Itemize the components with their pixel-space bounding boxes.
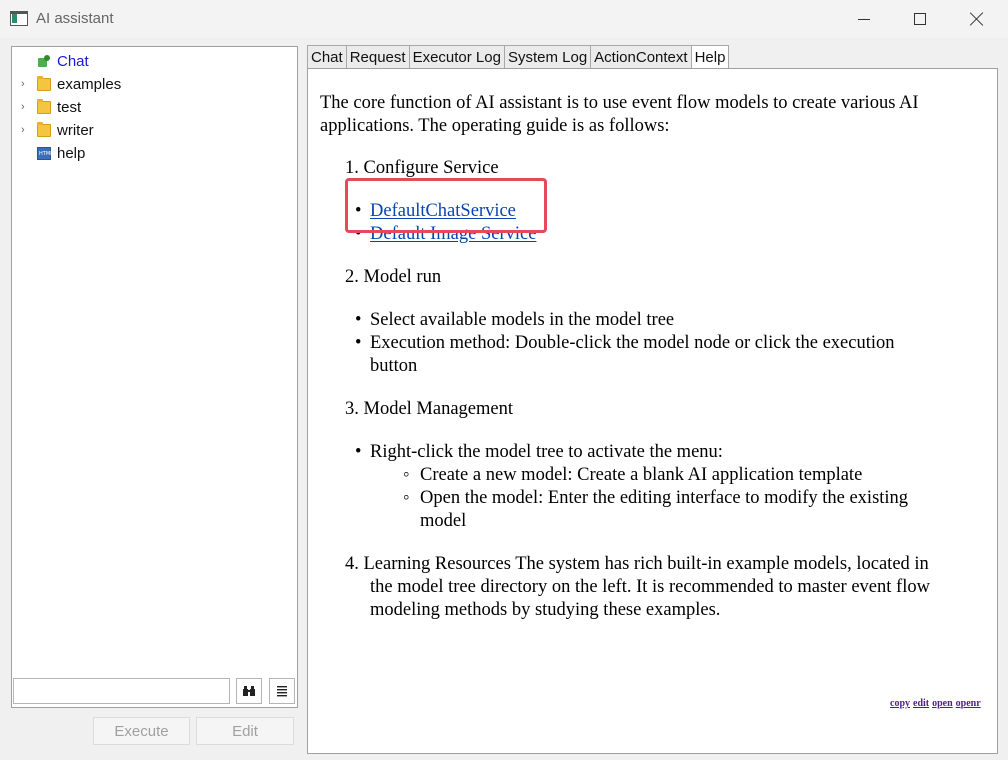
tree-item-examples[interactable] [12,74,297,96]
tab-action-context[interactable]: ActionContext [590,45,690,69]
tree-item-label: help [57,145,86,162]
maximize-button[interactable] [892,0,948,38]
tree-item-help[interactable] [12,143,297,165]
tab-request[interactable]: Request [346,45,409,69]
maximize-icon [914,13,926,25]
copy-link[interactable]: copy [890,698,910,709]
tree-item-test[interactable] [12,97,297,119]
search-input[interactable] [13,678,230,704]
close-button[interactable] [948,0,1004,38]
step-heading: 1. Configure Service [345,158,499,178]
link-text[interactable]: DefaultChatService [370,201,516,221]
tab-bar [307,45,729,69]
sub-list-item: ◦ Open the model: Enter the editing interface to modify the existing [420,487,908,510]
tab-chat[interactable]: Chat [307,45,346,69]
tree-item-label: writer [57,122,94,139]
minimize-icon [858,19,870,20]
intro-text: applications. The operating guide is as follows: [320,116,670,136]
folder-icon [37,101,51,114]
title-bar [0,0,1008,38]
sub-list-item-continued: model [420,511,467,531]
list-item: • Right-click the model tree to activate the menu: [370,441,723,464]
tab-help[interactable]: Help [691,45,730,69]
app-icon [10,11,28,26]
step-heading: 3. Model Management [345,399,513,419]
execute-button[interactable]: Execute [93,717,190,745]
tree-item-label: examples [57,76,122,93]
edit-link[interactable]: edit [913,698,930,709]
intro-text: The core function of AI assistant is to use event flow models to create various AI [320,93,919,113]
step-text: modeling methods by studying these examples. [370,600,721,620]
tab-executor-log[interactable]: Executor Log [409,45,504,69]
list-icon [276,685,288,697]
list-item-continued: button [370,356,418,376]
tree-item-writer[interactable] [12,120,297,142]
open-link[interactable]: open [932,698,953,709]
tree-item-label: Chat [57,53,89,70]
help-content [307,68,998,754]
folder-icon [37,124,51,137]
list-button[interactable] [269,678,295,704]
openr-link[interactable]: openr [955,698,981,709]
edit-button[interactable]: Edit [196,717,294,745]
link-text[interactable]: Default Image Service [370,224,537,244]
minimize-button[interactable] [836,0,892,38]
step-text: the model tree directory on the left. It is recommended to master event flow [370,577,930,597]
step-heading: 4. Learning Resources The system has rich built-in example models, located in [345,554,929,574]
model-tree[interactable] [11,46,298,708]
folder-icon [37,78,51,91]
tab-system-log[interactable]: System Log [504,45,590,69]
list-item: • Execution method: Double-click the model node or click the execution [370,332,895,355]
list-item: • Select available models in the model tree [370,309,674,332]
close-icon [969,12,983,26]
puzzle-icon [37,55,51,68]
find-button[interactable] [236,678,262,704]
step-heading: 2. Model run [345,267,442,287]
expand-arrow-icon[interactable]: › [21,124,25,136]
tree-item-label: test [57,99,82,116]
window-title: AI assistant [36,10,114,27]
footer-links [890,692,984,715]
html-file-icon [37,147,51,160]
expand-arrow-icon[interactable]: › [21,101,25,113]
highlight-annotation [345,178,547,233]
sub-list-item: ◦ Create a new model: Create a blank AI application template [420,464,862,487]
binoculars-icon [242,685,256,697]
tree-item-chat[interactable] [12,51,297,73]
expand-arrow-icon[interactable]: › [21,78,25,90]
